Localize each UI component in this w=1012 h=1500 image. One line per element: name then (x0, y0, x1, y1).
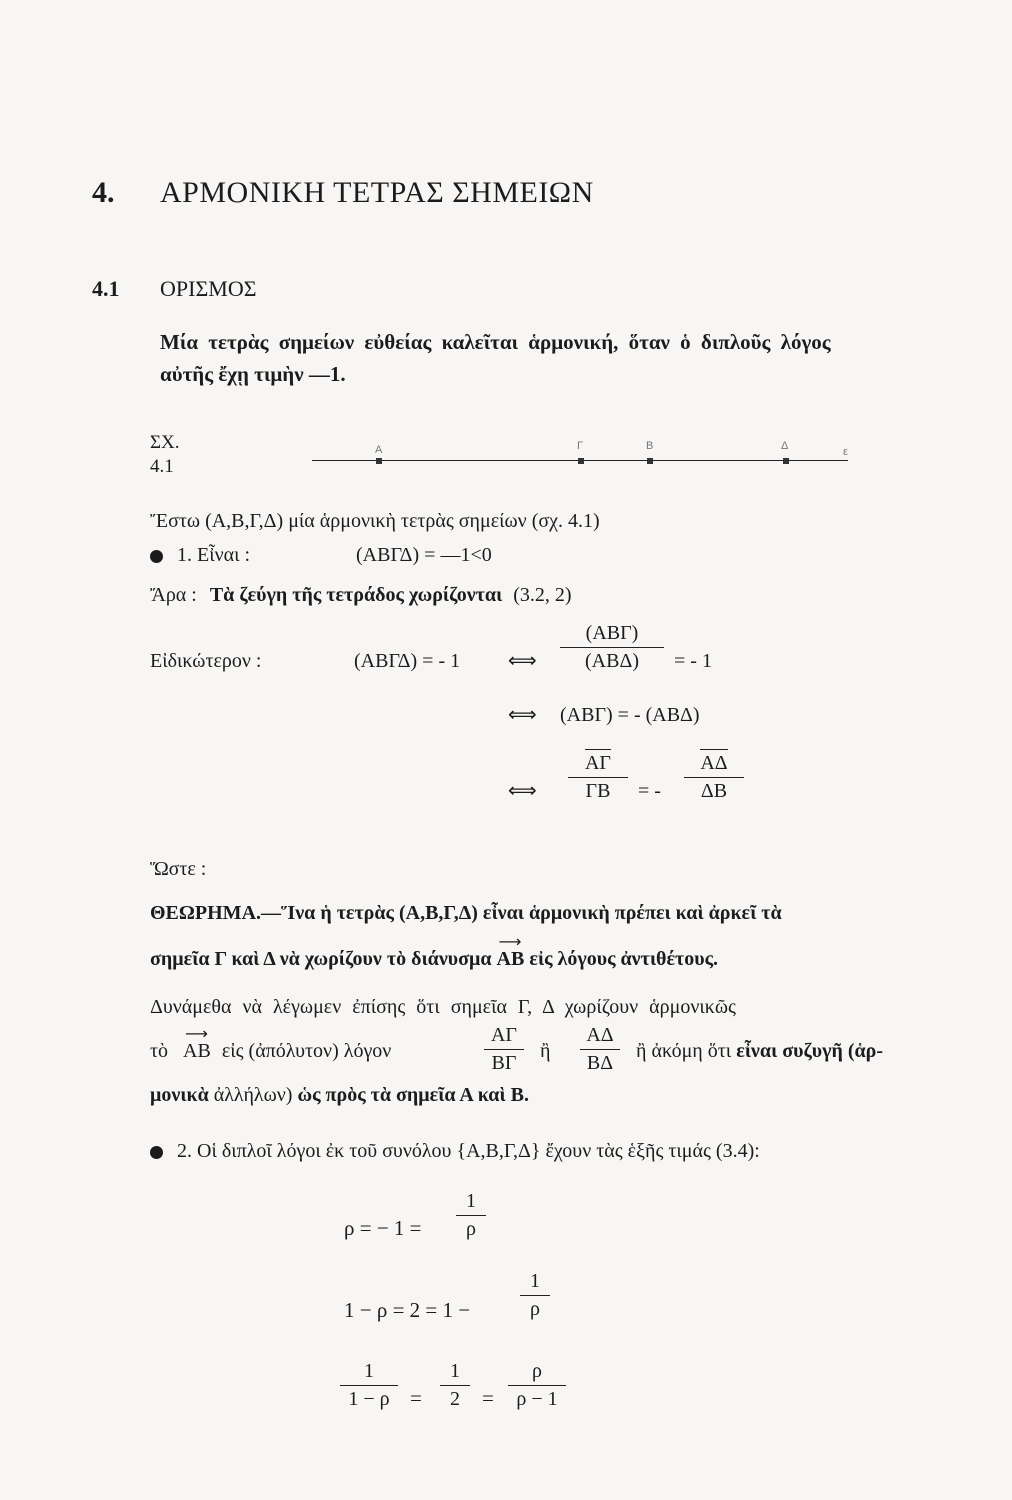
figure-point-b-label: B (646, 440, 654, 452)
theorem-line-2 (150, 932, 719, 971)
iff-symbol-3: ⟺ (508, 778, 537, 802)
ara-prefix: Ἄρα : (150, 584, 197, 606)
remark-frac1-num: ΑΓ (490, 1024, 517, 1046)
formula-2-left: 1 − ρ = 2 = 1 − (344, 1298, 471, 1322)
formula-3-num-1: 1 (364, 1360, 374, 1382)
remark-frac1-den: ΒΓ (491, 1052, 517, 1074)
remark-line-3 (150, 1084, 529, 1107)
eq3-numerator-1: ΑΓ (585, 749, 611, 774)
formula-3-bar-1 (340, 1385, 398, 1386)
eq3-middle: = - (638, 780, 661, 802)
figure-label-line-1: ΣΧ. (150, 432, 180, 453)
section-number: 4.1 (92, 276, 120, 301)
eq3-fraction-1 (568, 752, 628, 803)
remark-tail-b: εἶναι συζυγῆ (ἁρ- (736, 1040, 884, 1062)
figure-label-line-2: 4.1 (150, 456, 174, 477)
formula-3-fraction-3 (508, 1360, 566, 1411)
remark-frac1-bar (484, 1049, 524, 1050)
item-2-text: 2. Οἱ διπλοῖ λόγοι ἐκ τοῦ συνόλου {Α,Β,Γ,Δ} ἔχουν τὰς ἑξῆς τιμάς (3.4): (177, 1140, 760, 1162)
item-2 (150, 1140, 760, 1163)
iff-symbol-1: ⟺ (508, 648, 537, 672)
theorem-text-2a: σημεῖα Γ καὶ Δ νὰ χωρίζουν τὸ διάνυσμα (150, 948, 492, 970)
formula-3-fraction-1 (340, 1360, 398, 1411)
remark-line-1: Δυνάμεθα νὰ λέγωμεν ἐπίσης ὅτι σημεῖα Γ, Δ χωρίζουν ἁρμονικῶς (150, 996, 736, 1018)
remark-line3-c: ὡς πρὸς τὰ σημεῖα Α καὶ Β. (297, 1084, 529, 1106)
formula-3-eq-1: = (410, 1386, 422, 1410)
remark-frac2-den: ΒΔ (586, 1052, 614, 1074)
eq1-numerator: (ΑΒΓ) (585, 622, 639, 644)
formula-2-bar (520, 1295, 550, 1296)
eq3-bar-2 (684, 777, 744, 778)
theorem-text-1: Ἵνα ἡ τετρὰς (Α,Β,Γ,Δ) εἶναι ἁρμονικὴ πρέπει καὶ ἀρκεῖ τὰ (281, 902, 782, 924)
remark-line-2 (150, 1024, 392, 1063)
remark-fraction-1 (484, 1024, 524, 1075)
formula-1-den: ρ (466, 1218, 476, 1240)
eq3-fraction-2 (684, 752, 744, 803)
eq3-denominator-2: ΔΒ (700, 780, 728, 802)
formula-3-den-1: 1 − ρ (348, 1388, 390, 1410)
eq3-denominator-1: ΓΒ (585, 780, 611, 802)
remark-to: τὸ (150, 1040, 169, 1062)
item-1 (150, 544, 250, 567)
eidikoteron-label: Εἰδικώτερον : (150, 650, 262, 672)
remark-tail-a: ἢ ἀκόμη ὅτι (636, 1040, 732, 1062)
formula-3-eq-2: = (482, 1386, 494, 1410)
oste-label: Ὥστε : (150, 858, 207, 880)
figure-point-e-label: ε (843, 446, 848, 458)
remark-frac2-num: ΑΔ (586, 1024, 614, 1046)
figure-point-gamma (578, 458, 584, 464)
theorem-text-2b: εἰς λόγους ἀντιθέτους. (529, 948, 719, 970)
remark-line3-b: ἀλλήλων) (213, 1084, 293, 1106)
eq1-bar (560, 647, 664, 648)
formula-3-bar-3 (508, 1385, 566, 1386)
figure-point-delta-label: Δ (781, 440, 789, 452)
eq1-left: (ΑΒΓΔ) = - 1 (354, 650, 461, 672)
eq1-right: = - 1 (674, 650, 712, 672)
formula-1-left: ρ = − 1 = (344, 1216, 422, 1240)
formula-3-num-3: ρ (532, 1360, 542, 1382)
formula-2-num: 1 (530, 1270, 540, 1292)
eq1-fraction (560, 622, 664, 673)
formula-1-bar (456, 1215, 486, 1216)
vector-arrow-icon: ⟶ (185, 1024, 208, 1043)
remark-mid: εἰς (ἀπόλυτον) λόγον (221, 1040, 392, 1062)
item-1-label: 1. Εἶναι : (177, 544, 251, 566)
eq3-bar-1 (568, 777, 628, 778)
formula-3-bar-2 (440, 1385, 470, 1386)
theorem-label: ΘΕΩΡΗΜΑ.— (150, 902, 282, 924)
theorem-vector: ΑΒ (496, 948, 525, 970)
ara-text: Τὰ ζεύγη τῆς τετράδος χωρίζονται (209, 584, 503, 606)
figure-point-a-label: A (375, 444, 383, 456)
eq2: (ΑΒΓ) = - (ΑΒΔ) (560, 704, 700, 726)
remark-tail (636, 1040, 883, 1063)
bullet-icon (150, 1146, 163, 1159)
section-title: ΟΡΙΣΜΟΣ (160, 276, 257, 301)
remark-vector: ΑΒ (183, 1040, 211, 1062)
eq3-numerator-2: ΑΔ (700, 749, 727, 774)
formula-3-den-2: 2 (450, 1388, 460, 1410)
item-1-expression: (ΑΒΓΔ) = —1<0 (356, 544, 492, 566)
vector-arrow-icon: ⟶ (498, 932, 522, 951)
remark-line3-a: μονικὰ (150, 1084, 209, 1106)
theorem-line-1 (150, 902, 782, 925)
remark-or: ἢ (540, 1040, 551, 1062)
definition-line-2: αὐτῆς ἔχῃ τιμὴν —1. (160, 362, 346, 386)
remark-fraction-2 (580, 1024, 620, 1075)
figure-point-gamma-label: Γ (577, 440, 584, 452)
figure-point-a (376, 458, 382, 464)
esto-line: Ἔστω (Α,Β,Γ,Δ) μία ἁρμονικὴ τετρὰς σημείων (σχ. 4.1) (150, 510, 600, 532)
figure-point-delta (783, 458, 789, 464)
formula-1-num: 1 (466, 1190, 476, 1212)
eq1-denominator: (ΑΒΔ) (585, 650, 639, 672)
figure-point-b (647, 458, 653, 464)
ara-reference: (3.2, 2) (513, 584, 572, 606)
formula-3-den-3: ρ − 1 (516, 1388, 558, 1410)
ara-line (150, 584, 572, 607)
bullet-icon (150, 550, 163, 563)
definition-line-1: Μία τετρὰς σημείων εὐθείας καλεῖται ἁρμονική, ὅταν ὁ διπλοῦς λόγος (160, 330, 831, 354)
formula-2-den: ρ (530, 1298, 540, 1320)
formula-1-fraction (456, 1190, 486, 1241)
chapter-number: 4. (92, 176, 115, 209)
chapter-title: ΑΡΜΟΝΙΚΗ ΤΕΤΡΑΣ ΣΗΜΕΙΩΝ (160, 176, 594, 209)
remark-frac2-bar (580, 1049, 620, 1050)
iff-symbol-2: ⟺ (508, 702, 537, 726)
formula-3-num-2: 1 (450, 1360, 460, 1382)
formula-2-fraction (520, 1270, 550, 1321)
formula-3-fraction-2 (440, 1360, 470, 1411)
